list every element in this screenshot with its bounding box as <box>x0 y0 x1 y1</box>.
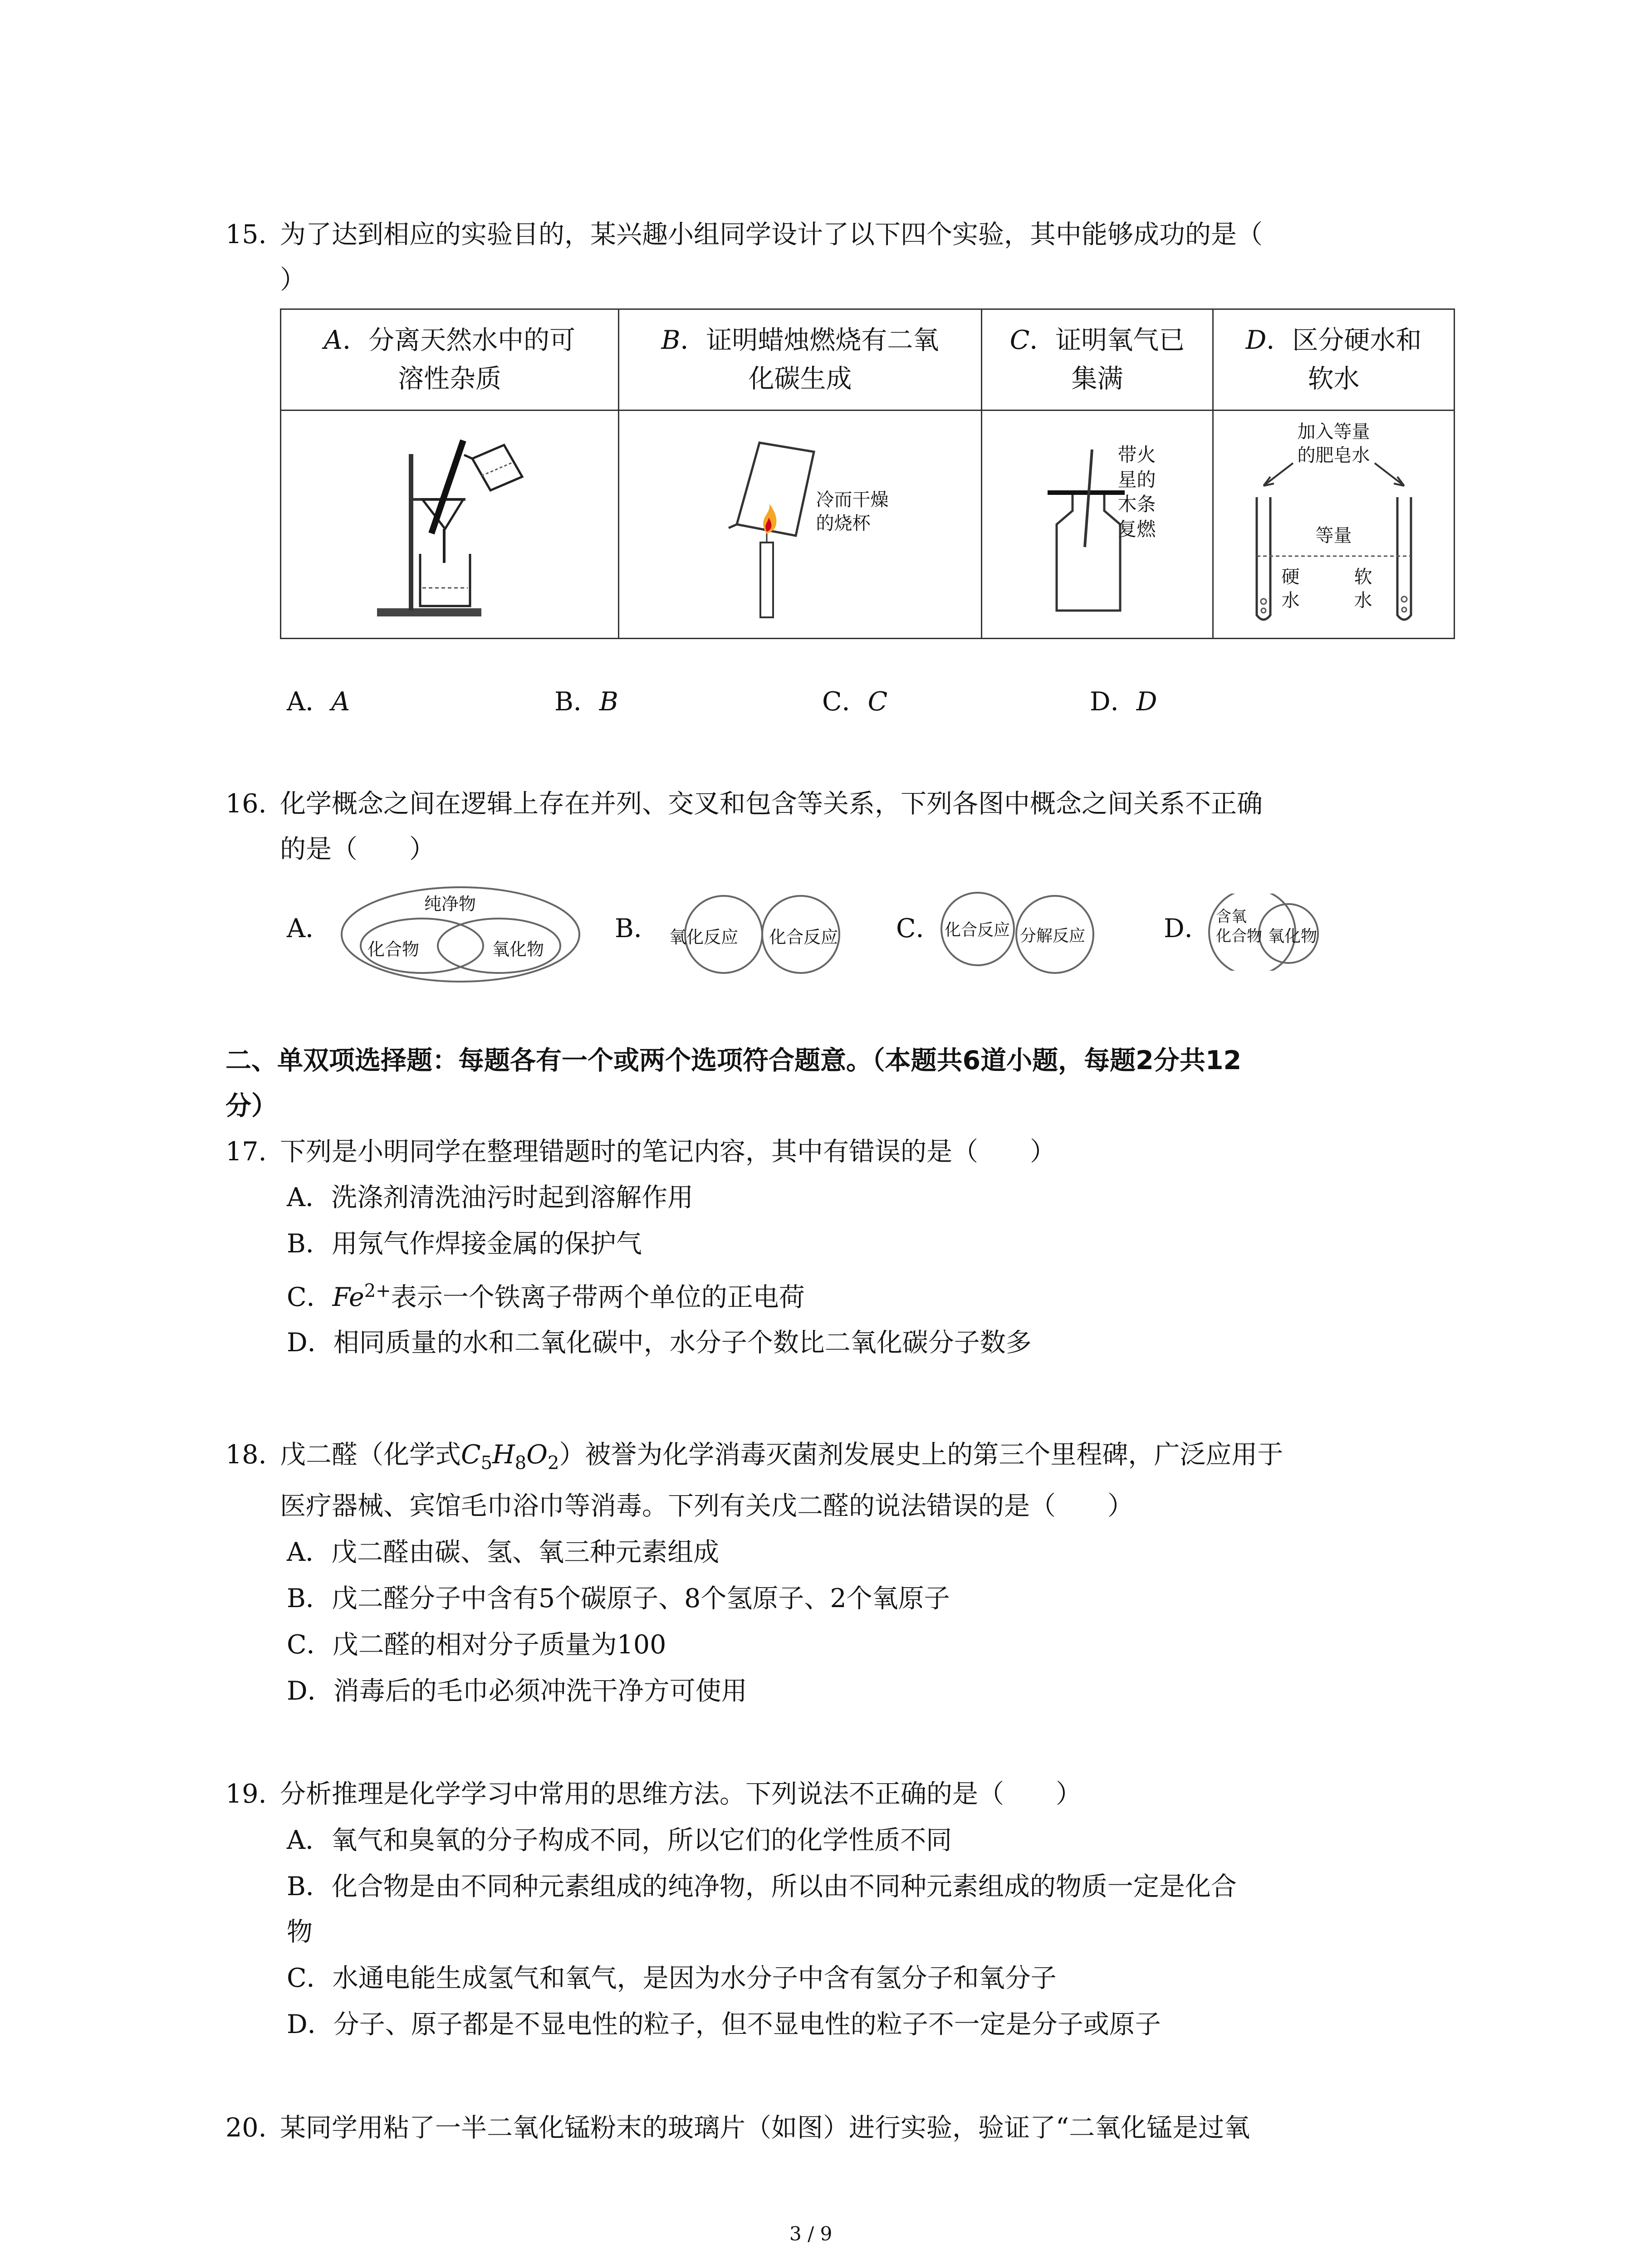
q19-number: 19. <box>225 1779 267 1809</box>
q20-number: 20. <box>225 2113 267 2143</box>
decomposition-reaction-label: 分解反应 <box>1020 927 1086 945</box>
q15-header-c: C．证明氧气已 集满 <box>982 309 1213 411</box>
q18-stem-line1: 戊二醛（化学式$C_5H_8O_2$）被誉为化学消毒灭菌剂发展史上的第三个里程碑，广泛应用于 <box>280 1440 1283 1474</box>
page-number: 3 / 9 <box>789 2223 833 2245</box>
q18-option-a: A．戊二醛由碳、氢、氧三种元素组成 <box>287 1537 720 1567</box>
q16-number: 16. <box>225 789 267 819</box>
compound-label: 化合物 <box>367 939 420 959</box>
q15-option-a: A．A <box>287 687 350 717</box>
hard-water-label: 硬 水 <box>1281 567 1300 611</box>
q16-option-a-label: A． <box>287 914 332 943</box>
q15-header-b: B．证明蜡烛燃烧有二氧 化碳生成 <box>619 309 982 411</box>
q19-option-c: C．水通电能生成氢气和氧气，是因为水分子中含有氢分子和氧分子 <box>287 1963 1057 1993</box>
q15-header-a: A．分离天然水中的可 溶性杂质 <box>281 309 619 411</box>
q15-figure-a <box>281 411 619 639</box>
q17-option-b: B．用氖气作焊接金属的保护气 <box>287 1229 642 1259</box>
combination-reaction-label: 化合反应 <box>769 927 838 947</box>
soft-water-label: 软 水 <box>1354 567 1372 611</box>
q16-option-b-label: B． <box>615 914 660 943</box>
q16-stem-line2: 的是（ ） <box>280 834 435 864</box>
q17-option-a: A．洗涤剂清洗油污时起到溶解作用 <box>287 1183 694 1212</box>
section-two-heading-line1: 二、单双项选择题：每题各有一个或两个选项符合题意。（本题共6道小题，每题2分共12 <box>225 1046 1242 1075</box>
q18-stem-line2: 医疗器械、宾馆毛巾浴巾等消毒。下列有关戊二醛的说法错误的是（ ） <box>280 1491 1133 1521</box>
q15-stem-line1: 为了达到相应的实验目的，某兴趣小组同学设计了以下四个实验，其中能够成功的是（ <box>280 220 1263 249</box>
q17-option-d: D．相同质量的水和二氧化碳中，水分子个数比二氧化碳分子数多 <box>287 1328 1032 1358</box>
q18-option-c: C．戊二醛的相对分子质量为100 <box>287 1630 666 1660</box>
stick-label: 带火 星的 木条 复燃 <box>1117 444 1156 540</box>
oxide-label: 氧化物 <box>492 939 544 959</box>
q19-stem: 分析推理是化学学习中常用的思维方法。下列说法不正确的是（ ） <box>280 1779 1082 1809</box>
q16-option-c-label: C． <box>896 914 942 943</box>
q15-number: 15. <box>225 220 267 249</box>
q15-option-d: D．D <box>1090 687 1157 717</box>
q19-option-a: A．氧气和臭氧的分子构成不同，所以它们的化学性质不同 <box>287 1825 952 1855</box>
q15-figure-c <box>982 411 1213 639</box>
q16-stem-line1: 化学概念之间在逻辑上存在并列、交叉和包含等关系，下列各图中概念之间关系不正确 <box>280 789 1263 819</box>
pure-substance-label: 纯净物 <box>424 894 476 914</box>
q16-diagram-d <box>1205 894 1341 971</box>
q15-experiment-table <box>280 308 1455 639</box>
q15-figure-b <box>619 411 982 639</box>
q15-stem-line2: ） <box>280 265 306 295</box>
q15-figure-d <box>1213 411 1455 639</box>
soap-water-label: 加入等量 的肥皂水 <box>1297 421 1370 466</box>
q16-diagram-c <box>939 889 1098 975</box>
q17-stem: 下列是小明同学在整理错题时的笔记内容，其中有错误的是（ ） <box>280 1137 1056 1167</box>
equal-amount-label: 等量 <box>1315 525 1352 546</box>
q18-number: 18. <box>225 1440 267 1470</box>
q19-option-b-line2: 物 <box>287 1917 313 1947</box>
q18-option-b: B．戊二醛分子中含有5个碳原子、8个氢原子、2个氧原子 <box>287 1584 950 1613</box>
q16-diagram-b <box>665 894 864 975</box>
combination-reaction-label: 化合反应 <box>945 921 1010 939</box>
q19-option-b-line1: B．化合物是由不同种元素组成的纯净物，所以由不同种元素组成的物质一定是化合 <box>287 1872 1237 1901</box>
oxygen-compound-label: 含氧 化合物 <box>1216 908 1262 945</box>
q18-option-d: D．消毒后的毛巾必须冲洗干净方可使用 <box>287 1676 747 1706</box>
q19-option-d: D．分子、原子都是不显电性的粒子，但不显电性的粒子不一定是分子或原子 <box>287 2009 1161 2039</box>
q15-header-d: D．区分硬水和 软水 <box>1213 309 1455 411</box>
q15-option-b: B．B <box>554 687 618 717</box>
oxidation-reaction-label: 氧化反应 <box>669 927 739 947</box>
oxide-label: 氧化物 <box>1268 927 1318 946</box>
q20-stem: 某同学用粘了一半二氧化锰粉末的玻璃片（如图）进行实验，验证了“二氧化锰是过氧 <box>280 2113 1250 2143</box>
section-two-heading-line2: 分） <box>225 1091 277 1121</box>
q15-option-c: C．C <box>822 687 888 717</box>
q17-option-c: C．$Fe^{2+}$表示一个铁离子带两个单位的正电荷 <box>287 1281 805 1312</box>
q17-number: 17. <box>225 1137 267 1167</box>
q16-option-d-label: D． <box>1164 914 1210 943</box>
filtration-apparatus-icon <box>368 427 531 622</box>
beaker-label: 冷而干燥 的烧杯 <box>816 489 889 534</box>
q16-diagram-a <box>338 885 583 984</box>
